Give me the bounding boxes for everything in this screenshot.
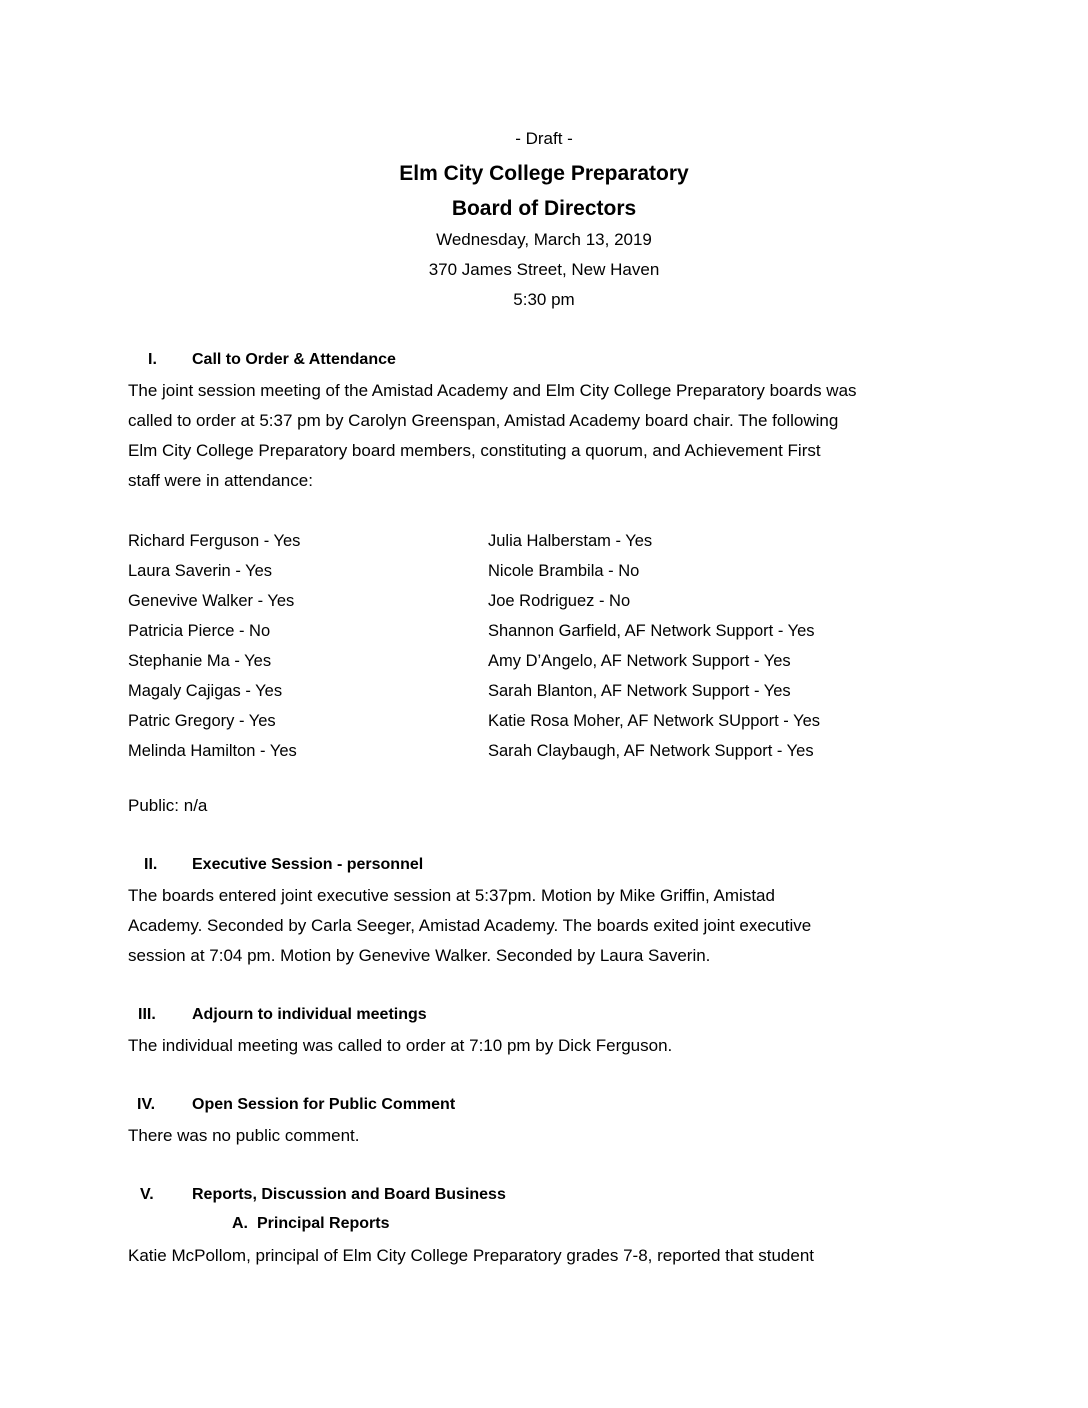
paragraph-line: staff were in attendance: (128, 471, 313, 490)
paragraph-line: There was no public comment. (128, 1126, 360, 1145)
attendee: Sarah Claybaugh, AF Network Support - Yes (488, 742, 814, 760)
paragraph-line: The boards entered joint executive session at 5:37pm. Motion by Mike Griffin, Amistad (128, 886, 775, 905)
public-attendance: Public: n/a (128, 796, 208, 815)
attendee: Stephanie Ma - Yes (128, 652, 272, 670)
paragraph-line: session at 7:04 pm. Motion by Genevive Walker. Seconded by Laura Saverin. (128, 946, 711, 965)
section-numeral: V. (140, 1186, 154, 1203)
draft-label: - Draft - (515, 129, 573, 148)
attendance-left-column (128, 526, 300, 766)
section-heading: Open Session for Public Comment (192, 1096, 456, 1113)
attendance-right-column (488, 526, 820, 766)
attendee: Shannon Garfield, AF Network Support - Yes (488, 622, 815, 640)
attendee: Joe Rodriguez - No (488, 592, 631, 610)
attendee: Nicole Brambila - No (488, 562, 640, 580)
attendee: Richard Ferguson - Yes (128, 532, 301, 550)
section-paragraph (128, 376, 978, 496)
meeting-date: Wednesday, March 13, 2019 (436, 230, 652, 249)
section-numeral: IV. (137, 1096, 156, 1113)
paragraph-line: The joint session meeting of the Amistad Academy and Elm City College Preparatory boards was (128, 381, 857, 400)
paragraph-line: Elm City College Preparatory board members, constituting a quorum, and Achievement First (128, 441, 821, 460)
attendee: Magaly Cajigas - Yes (128, 682, 283, 700)
section-heading: Executive Session - personnel (192, 856, 424, 873)
attendee: Patricia Pierce - No (128, 622, 271, 640)
subsection-letter: A. (232, 1215, 248, 1232)
attendee: Patric Gregory - Yes (128, 712, 276, 730)
section-numeral: III. (138, 1006, 156, 1023)
attendee: Amy D’Angelo, AF Network Support - Yes (488, 652, 791, 670)
meeting-address: 370 James Street, New Haven (428, 260, 660, 279)
section-paragraph (128, 881, 978, 971)
section-heading: Adjourn to individual meetings (192, 1006, 427, 1023)
section-heading: Reports, Discussion and Board Business (192, 1186, 506, 1203)
section-numeral: I. (148, 351, 157, 368)
section-paragraph (128, 1031, 978, 1061)
attendee: Julia Halberstam - Yes (488, 532, 653, 550)
paragraph-line: Academy. Seconded by Carla Seeger, Amistad Academy. The boards exited joint executive (128, 916, 812, 935)
section-paragraph (128, 1241, 978, 1271)
subsection-heading: Principal Reports (257, 1215, 390, 1232)
meeting-time: 5:30 pm (513, 290, 575, 309)
organization-title: Elm City College Preparatory (399, 162, 689, 185)
attendee: Laura Saverin - Yes (128, 562, 273, 580)
attendee: Sarah Blanton, AF Network Support - Yes (488, 682, 791, 700)
board-title: Board of Directors (451, 197, 637, 220)
section-numeral: II. (144, 856, 158, 873)
section-heading: Call to Order & Attendance (192, 351, 396, 368)
paragraph-line: called to order at 5:37 pm by Carolyn Greenspan, Amistad Academy board chair. The following (128, 411, 839, 430)
attendee: Katie Rosa Moher, AF Network SUpport - Yes (488, 712, 820, 730)
paragraph-line: The individual meeting was called to order at 7:10 pm by Dick Ferguson. (128, 1036, 673, 1055)
attendee: Melinda Hamilton - Yes (128, 742, 297, 760)
section-paragraph (128, 1121, 978, 1151)
paragraph-line: Katie McPollom, principal of Elm City College Preparatory grades 7-8, reported that student (128, 1246, 814, 1265)
attendee: Genevive Walker - Yes (128, 592, 295, 610)
